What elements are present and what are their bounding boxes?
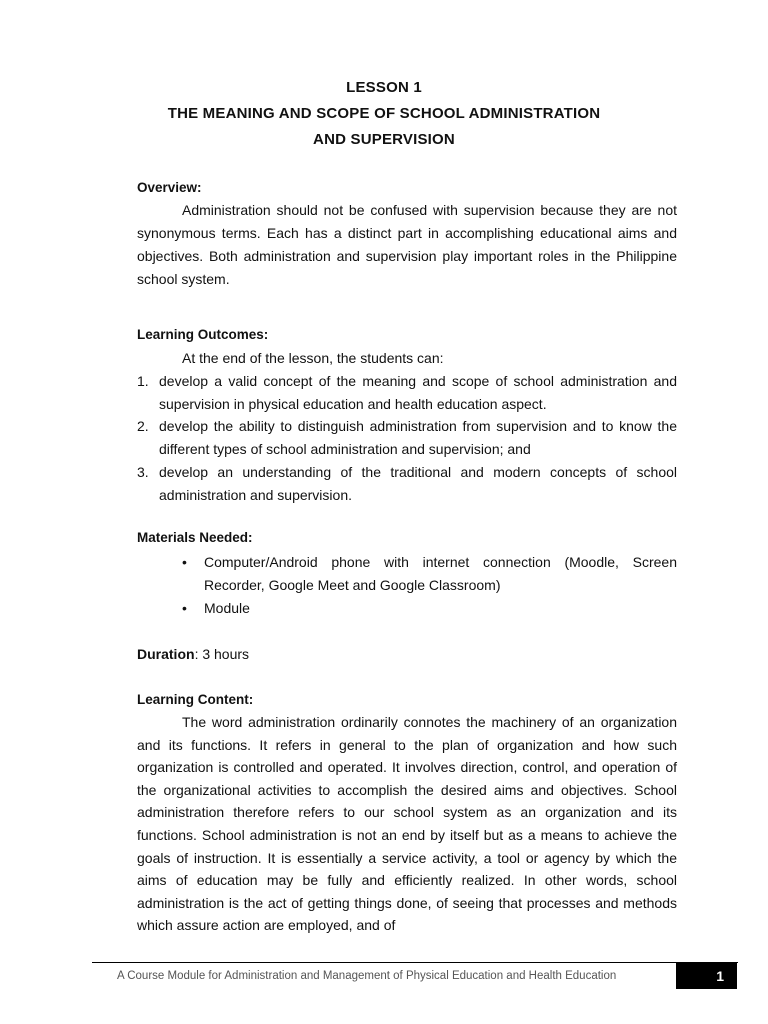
list-item-text: Module [204,600,250,616]
materials-heading: Materials Needed: [137,530,253,545]
list-item-number: 3. [137,463,149,480]
list-item-text: develop the ability to distinguish administration from supervision and to know the different types of school administration and supervision; and [159,418,677,458]
learning-outcomes-list [137,370,677,506]
learning-content-paragraph [137,711,677,937]
learning-content-text: The word administration ordinarily connotes the machinery of an organization and its functions. It refers in general to the plan of organization and how such organization is controlled and operated. It involves direction, control, and operation of the organizational activities to accomplish the desired aims and objectives. School administration therefore refers to our school system as an organization and its functions. School administration is not an end by itself but as a means to achieve the goals of instruction. It is essentially a service activity, a tool or agency by which the aims of education may be fully and efficiently realized. In other words, school administration is the act of getting things done, of seeing that processes and methods which assure action are employed, and of [137,714,677,934]
bullet-icon: • [182,554,187,570]
list-item-number: 1. [137,373,149,389]
list-item [137,370,677,415]
list-item [137,461,677,506]
bullet-icon: • [182,600,187,616]
learning-outcomes-heading: Learning Outcomes: [137,327,269,342]
footer-divider [92,962,738,963]
overview-text: Administration should not be confused with supervision because they are not synonymous terms. Each has a distinct part in accomplishing educational aims and objectives. Both administration and supervision play important roles in the Philippine school system. [137,202,677,287]
lesson-title-line-1: THE MEANING AND SCOPE OF SCHOOL ADMINISTRATION [167,105,601,122]
list-item-text: Computer/Android phone with internet connection (Moodle, Screen Recorder, Google Meet and Google Classroom) [204,554,677,593]
lesson-title-line-2: AND SUPERVISION [313,131,455,148]
duration-value: : 3 hours [194,646,250,662]
list-item-text: develop an understanding of the traditional and modern concepts of school administration and supervision. [159,463,677,503]
learning-outcomes-intro: At the end of the lesson, the students can: [182,350,444,366]
list-item-text: develop a valid concept of the meaning and scope of school administration and supervision in physical education and health education aspect. [159,373,677,412]
footer-course-title: A Course Module for Administration and Management of Physical Education and Health Education [117,970,617,982]
materials-list [182,551,677,620]
list-item [137,415,677,460]
page-number-box [676,962,737,989]
duration-line [137,646,249,662]
page-number: 1 [716,967,724,984]
learning-content-heading: Learning Content: [137,692,254,707]
overview-heading: Overview: [137,180,202,195]
list-item [182,597,677,620]
duration-label: Duration [137,646,195,662]
overview-paragraph [137,199,677,291]
list-item-number: 2. [137,418,149,435]
list-item [182,551,677,597]
lesson-number: LESSON 1 [346,79,422,96]
